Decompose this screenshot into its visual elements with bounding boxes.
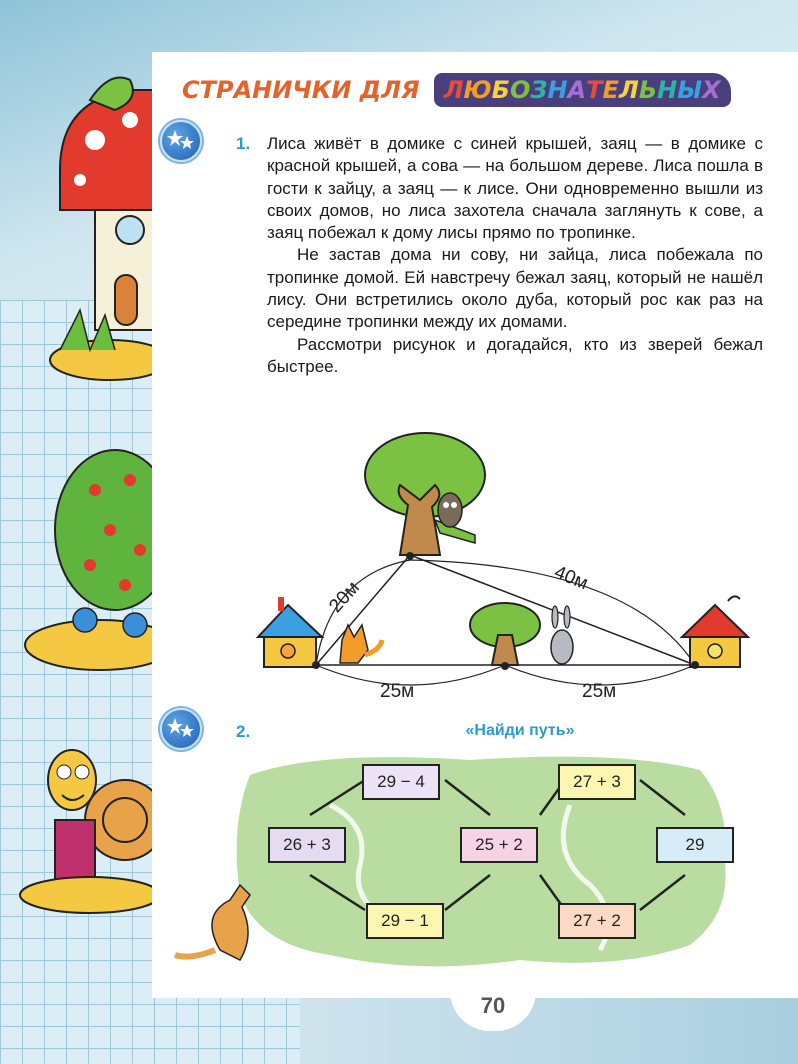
maze-box-25-plus-2: 25 + 2	[460, 827, 538, 863]
title-letter: Х	[702, 76, 721, 104]
title-letter: А	[567, 76, 587, 104]
kangaroo-icon	[175, 885, 250, 960]
title-letter: Е	[602, 76, 619, 104]
maze-box-29: 29	[656, 827, 734, 863]
oak-tree	[470, 603, 540, 665]
hare-icon	[551, 606, 573, 664]
page-number: 70	[480, 993, 506, 1018]
owl-point	[406, 552, 414, 560]
apple-tree-illustration	[25, 450, 160, 670]
fox-icon	[340, 625, 382, 663]
label-fox-oak-distance: 25м	[380, 681, 415, 702]
fox-house-blue-roof	[258, 597, 322, 667]
title-letter: Н	[547, 76, 568, 104]
maze-box-26-plus-3: 26 + 3	[268, 827, 346, 863]
mushroom-house-illustration	[50, 78, 160, 381]
oak-point	[501, 662, 509, 670]
title-letter: Л	[443, 76, 464, 104]
title-letter: Ы	[677, 76, 703, 104]
background-bottom	[300, 990, 798, 1064]
task-1-paragraph-3: Рассмотри рисунок и догадайся, кто из зверей бежал быстрее.	[267, 334, 763, 376]
task-1-paragraph-1: Лиса живёт в домике с синей крышей, заяц — в домике с красной крышей, а сова — на большом дереве. Лиса пошла в гости к зайцу, а заяц — к лисе. Они одновременно вышли из своих домов, но лиса захотела сначала заглянуть к сове, а заяц побежал к дому лисы прямо по тропинке.	[267, 134, 763, 243]
label-fox-owl-distance: 20м	[325, 577, 364, 617]
title-part-2	[434, 73, 731, 107]
title-part-1: СТРАНИЧКИ ДЛЯ	[182, 76, 420, 104]
big-tree-with-owl	[365, 433, 485, 555]
task-1-paragraph-2: Не застав дома ни сову, ни зайца, лиса побежала по тропинке домой. Ей навстречу бежал заяц, который не нашёл лису. Они встретились около дуба, который рос как раз на середине тропинки между их домами.	[267, 245, 763, 332]
task-2-maze	[170, 745, 760, 985]
owl-icon	[438, 493, 462, 527]
star-badge-icon	[160, 120, 202, 162]
maze-box-27-plus-3: 27 + 3	[558, 764, 636, 800]
title-letter: Ю	[463, 76, 492, 104]
label-oak-hare-distance: 25м	[582, 681, 617, 702]
hare-house-red-roof	[682, 596, 748, 667]
title-letter: Л	[618, 76, 639, 104]
task-1-text	[267, 133, 763, 378]
decorative-illustrations	[0, 60, 160, 940]
maze-box-29-minus-1: 29 − 1	[366, 903, 444, 939]
hare-house-point	[691, 661, 699, 669]
snail-illustration	[20, 750, 160, 913]
task-1-figure	[250, 425, 760, 715]
title-letter: Т	[586, 76, 603, 104]
star-badge-icon	[160, 708, 202, 750]
fox-house-point	[312, 661, 320, 669]
label-owl-hare-distance: 40м	[551, 561, 591, 595]
section-title	[182, 70, 731, 110]
task-1-number: 1.	[236, 134, 251, 153]
title-letter: Ь	[638, 76, 658, 104]
title-letter: З	[530, 76, 548, 104]
title-letter: О	[509, 76, 531, 104]
task-2-number: 2.	[236, 722, 251, 741]
maze-box-29-minus-4: 29 − 4	[362, 764, 440, 800]
task-2-title: «Найди путь»	[465, 722, 575, 739]
title-letter: Н	[657, 76, 678, 104]
title-letter: Б	[491, 76, 510, 104]
maze-box-27-plus-2: 27 + 2	[558, 903, 636, 939]
